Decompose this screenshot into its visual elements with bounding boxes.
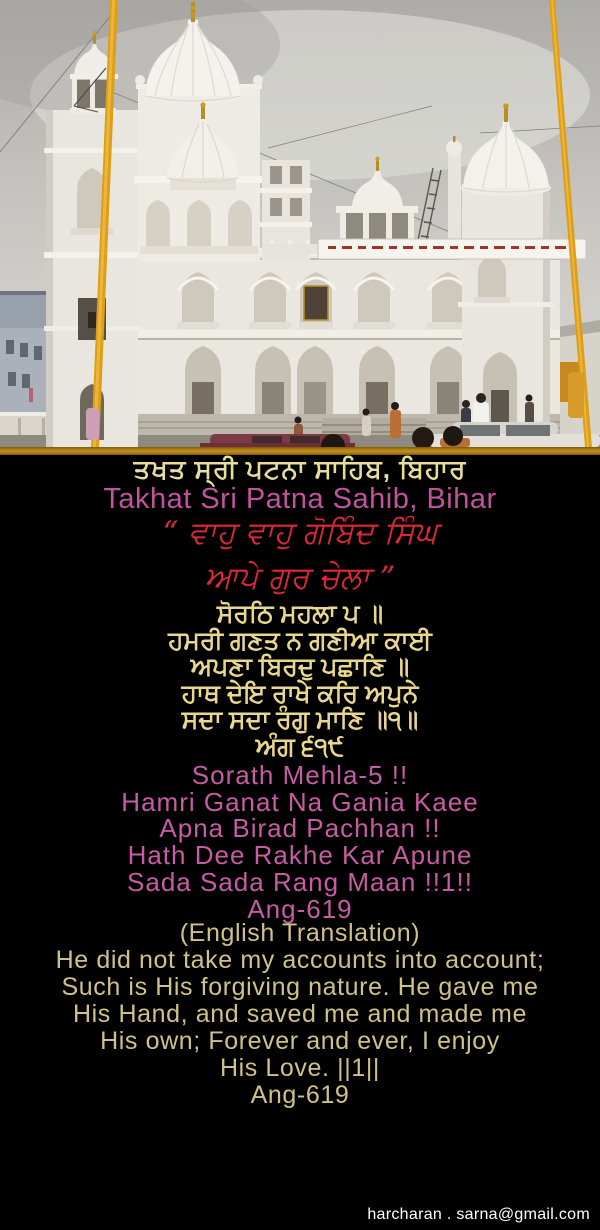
calligraphy-line-1: “ ਵਾਹੁ ਵਾਹੁ ਗੋਬਿੰਦ ਸਿੰਘ — [162, 515, 438, 551]
credit-email: harcharan . sarna@gmail.com — [367, 1206, 590, 1223]
shabad-line: ਅਪਣਾ ਬਿਰਦੁ ਪਛਾਣਿ ॥ — [190, 653, 410, 681]
transliteration-line: Sada Sada Rang Maan !!1!! — [127, 866, 473, 897]
translation-line: (English Translation) — [179, 919, 421, 947]
shabad-line: ਹਾਥ ਦੇਇ ਰਾਖੇ ਕਰਿ ਅਪੁਨੇ — [181, 679, 419, 708]
calligraphy-line-2: ਆਪੇ ਗੁਰ ਚੇਲਾ ” — [204, 560, 396, 596]
translation-line: His Love. ||1|| — [219, 1054, 381, 1082]
shabad-line: ਹਮਰੀ ਗਣਤ ਨ ਗਣੀਆ ਕਾਈ — [168, 626, 432, 655]
gurdwara-photo-svg — [0, 0, 600, 447]
facade-banner — [318, 239, 586, 259]
transliteration-line: Apna Birad Pachhan !! — [159, 813, 441, 844]
transliteration-line: Hamri Ganat Na Gania Kaee — [121, 786, 479, 817]
gurdwara-photo — [0, 0, 600, 447]
transliteration-line: Ang-619 — [247, 893, 353, 924]
dome-spire — [191, 2, 195, 22]
shabad-gurmukhi — [0, 601, 600, 760]
shabad-line: ਅੰਗ ੬੧੯ — [255, 732, 345, 761]
translation-line: His Hand, and saved me and made me — [73, 1000, 527, 1028]
shabad-line: ਸੋਰਠਿ ਮਹਲਾ ਪ ॥ — [216, 600, 384, 628]
transliteration — [0, 762, 600, 922]
transliteration-line: Hath Dee Rakhe Kar Apune — [127, 840, 473, 871]
translation-line: Such is His forgiving nature. He gave me — [61, 973, 539, 1001]
translation-line: He did not take my accounts into account; — [55, 946, 545, 974]
shabad-line: ਸਦਾ ਸਦਾ ਰੰਗੁ ਮਾਣਿ ॥੧॥ — [181, 706, 419, 734]
transliteration-line: Sorath Mehla-5 !! — [191, 760, 409, 790]
translation-line: His own; Forever and ever, I enjoy — [100, 1027, 500, 1055]
heading-gurmukhi: ਤਖਤ ਸ੍ਰੀ ਪਟਨਾ ਸਾਹਿਬ, ਬਿਹਾਰ — [133, 454, 467, 484]
translation-line: Ang-619 — [250, 1081, 350, 1109]
red-calligraphy — [0, 511, 600, 601]
heading-english: Takhat Sri Patna Sahib, Bihar — [103, 483, 497, 515]
english-translation — [0, 920, 600, 1109]
